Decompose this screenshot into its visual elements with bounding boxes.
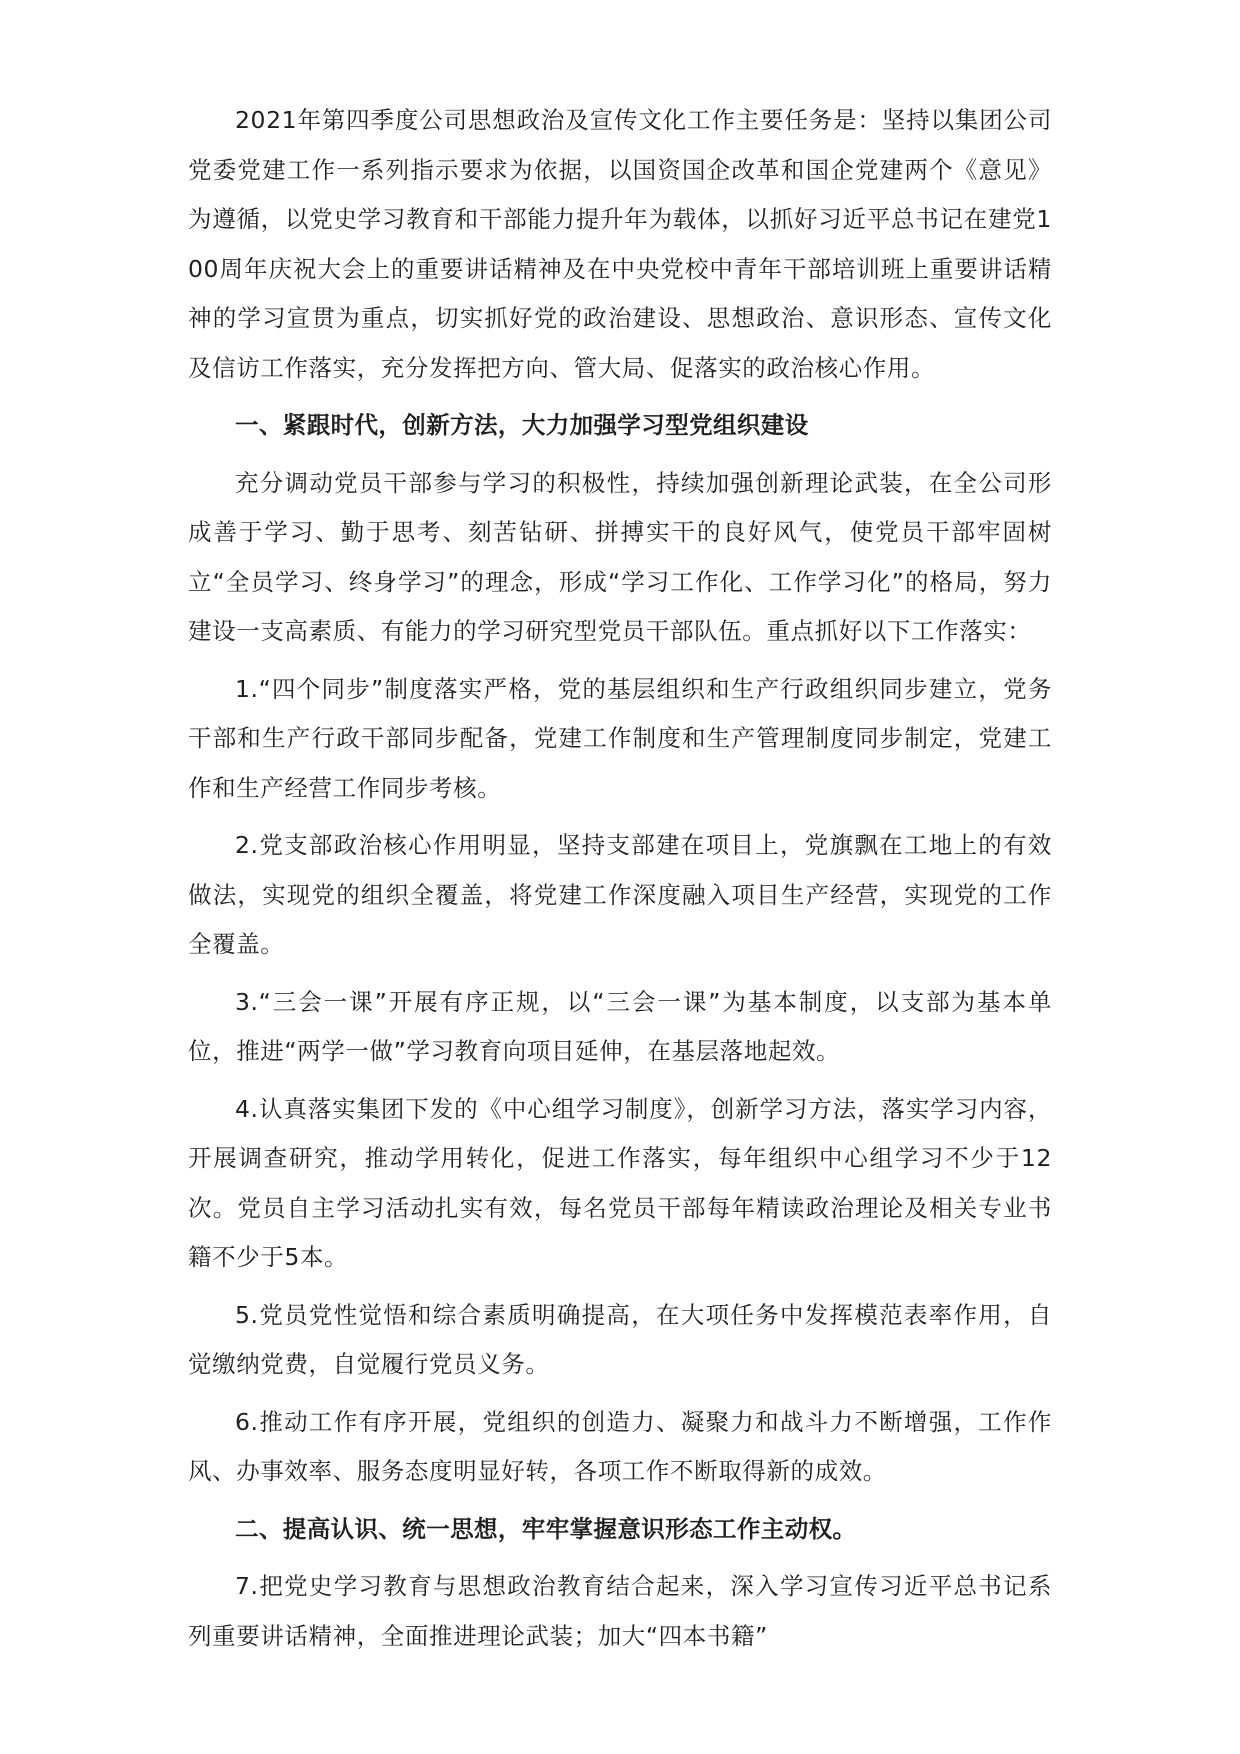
list-item-3: 3.“三会一课”开展有序正规，以“三会一课”为基本制度，以支部为基本单位，推进“两学一做”学习教育向项目延伸，在基层落地起效。 [188,987,1052,1065]
list-item-5: 5.党员党性觉悟和综合素质明确提高，在大项任务中发挥模范表率作用，自觉缴纳党费，自觉履行党员义务。 [188,1300,1052,1378]
list-item-4: 4.认真落实集团下发的《中心组学习制度》，创新学习方法，落实学习内容，开展调查研究，推动学用转化，促进工作落实，每年组织中心组学习不少于12次。党员自主学习活动扎实有效，每名党员干部每年精读政治理论及相关专业书籍不少于5本。 [188,1094,1052,1271]
section-1-intro-paragraph: 充分调动党员干部参与学习的积极性，持续加强创新理论武装，在全公司形成善于学习、勤于思考、刻苦钻研、拼搏实干的良好风气，使党员干部牢固树立“全员学习、终身学习”的理念，形成“学习工作化、工作学习化”的格局，努力建设一支高素质、有能力的学习研究型党员干部队伍。重点抓好以下工作落实： [188,468,1052,645]
section-2-heading: 二、提高认识、统一思想，牢牢掌握意识形态工作主动权。 [235,1514,857,1543]
list-item-6: 6.推动工作有序开展，党组织的创造力、凝聚力和战斗力不断增强，工作作风、办事效率、服务态度明显好转，各项工作不断取得新的成效。 [188,1407,1052,1485]
list-item-1: 1.“四个同步”制度落实严格，党的基层组织和生产行政组织同步建立，党务干部和生产行政干部同步配备，党建工作制度和生产管理制度同步制定，党建工作和生产经营工作同步考核。 [188,674,1052,802]
document-body [188,96,1052,1661]
list-item-7: 7.把党史学习教育与思想政治教育结合起来，深入学习宣传习近平总书记系列重要讲话精神，全面推进理论武装；加大“四本书籍” [188,1572,1052,1650]
section-1-heading: 一、紧跟时代，创新方法，大力加强学习型党组织建设 [235,411,809,439]
intro-paragraph: 2021年第四季度公司思想政治及宣传文化工作主要任务是：坚持以集团公司党委党建工作一系列指示要求为依据，以国资国企改革和国企党建两个《意见》为遵循，以党史学习教育和干部能力提升年为载体，以抓好习近平总书记在建党100周年庆祝大会上的重要讲话精神及在中央党校中青年干部培训班上重要讲话精神的学习宣贯为重点，切实抓好党的政治建设、思想政治、意识形态、宣传文化及信访工作落实，充分发挥把方向、管大局、促落实的政治核心作用。 [188,106,1052,382]
list-item-2: 2.党支部政治核心作用明显，坚持支部建在项目上，党旗飘在工地上的有效做法，实现党的组织全覆盖，将党建工作深度融入项目生产经营，实现党的工作全覆盖。 [188,831,1052,958]
